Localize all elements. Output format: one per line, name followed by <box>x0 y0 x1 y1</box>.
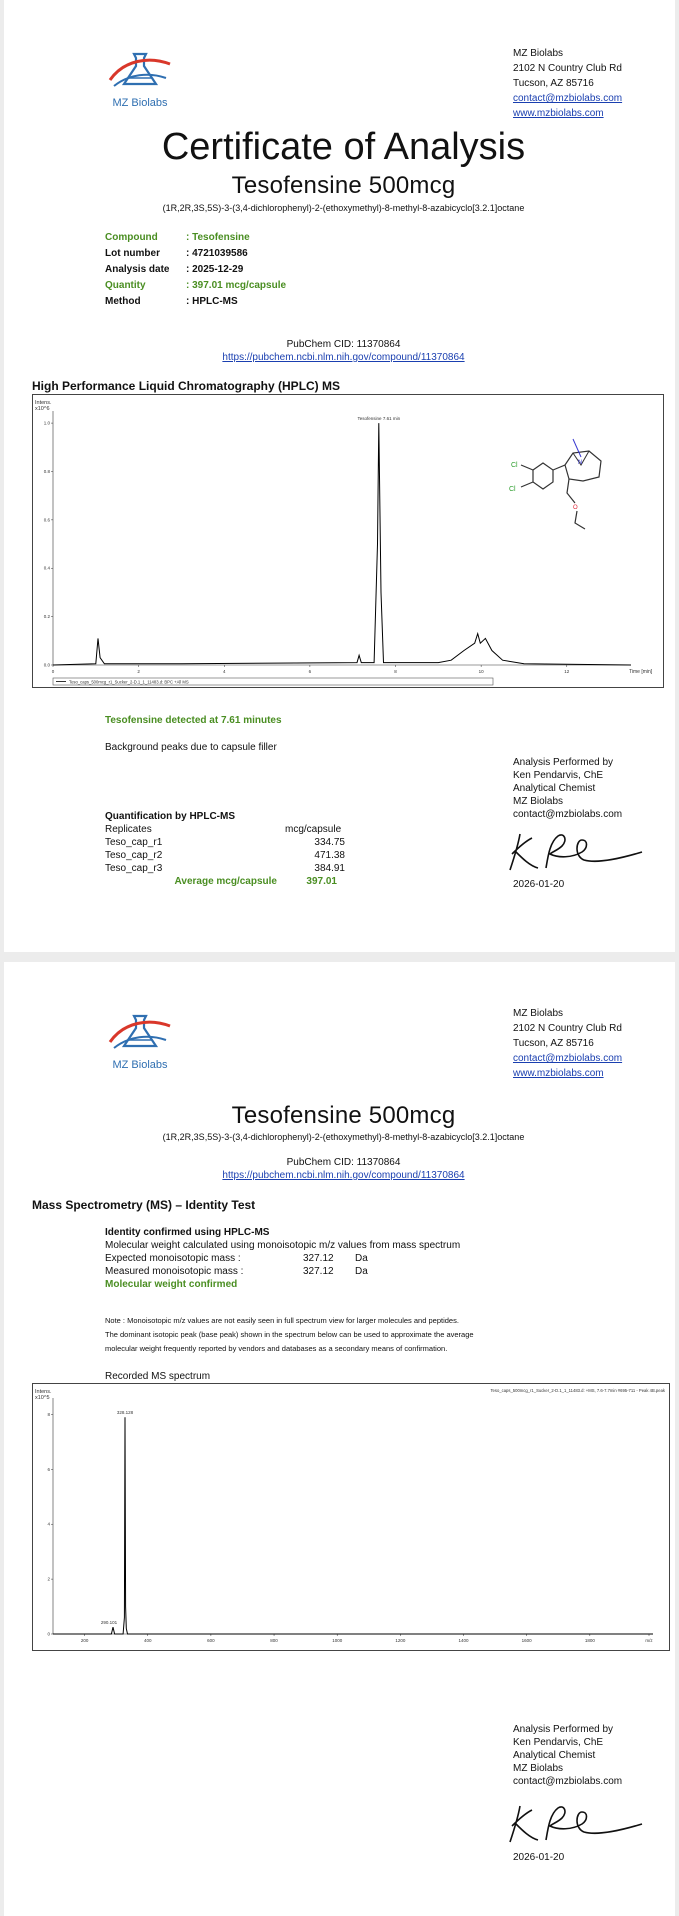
analyst-org: MZ Biolabs <box>513 796 564 807</box>
expected-mass-row: Expected monoisotopic mass : 327.12 Da <box>105 1253 368 1264</box>
note-line-2: The dominant isotopic peak (base peak) shown in the spectrum below can be used to approximate the average <box>105 1330 474 1339</box>
logo-text: MZ Biolabs <box>112 97 168 109</box>
ms-spectrum <box>33 1384 669 1650</box>
analyst-title: Analytical Chemist <box>513 1750 596 1761</box>
flask-logo-icon <box>104 1012 176 1052</box>
hplc-y-tick-label: 0.0 <box>43 662 50 668</box>
note-line-1: Note : Monoisotopic m/z values are not easily seen in full spectrum view for larger molecules and peptides. <box>105 1316 459 1325</box>
hplc-y-tick-label: 1.0 <box>43 420 50 426</box>
signature-date: 2026-01-20 <box>513 1852 565 1863</box>
certificate-page-1 <box>4 0 675 952</box>
prop-method: Method : HPLC-MS <box>105 296 238 307</box>
prop-lot-number: Lot number : 4721039586 <box>105 248 248 259</box>
product-name: Tesofensine 500mcg <box>231 1102 456 1129</box>
flask-logo-icon <box>104 50 176 90</box>
hplc-chart-frame <box>32 394 664 688</box>
hplc-y-tick-label: 0.6 <box>43 517 50 523</box>
pubchem-cid: PubChem CID: 11370864 <box>286 339 401 350</box>
ms-x-tick-label: 1800 <box>584 1638 595 1643</box>
ms-y-tick-label: 4 <box>47 1521 50 1527</box>
pubchem-link[interactable]: https://pubchem.ncbi.nlm.nih.gov/compound/11370864 <box>222 1170 465 1181</box>
hplc-x-tick-label: 10 <box>478 669 484 674</box>
quant-title: Quantification by HPLC-MS <box>105 811 235 822</box>
hplc-y-tick-label: 0.2 <box>43 614 50 620</box>
hplc-x-tick-label: 2 <box>137 669 140 674</box>
address-line-1: 2102 N Country Club Rd <box>513 63 622 74</box>
svg-text:O: O <box>573 505 578 511</box>
analyst-block <box>513 1723 622 1788</box>
table-row: Teso_cap_r3 384.91 <box>105 863 345 874</box>
hplc-x-tick-label: 6 <box>308 669 312 674</box>
analyst-line-1: Analysis Performed by <box>513 757 614 768</box>
ms-y-axis-unit: x10^5 <box>35 1395 50 1401</box>
product-name: Tesofensine 500mcg <box>231 172 456 199</box>
ms-x-tick-label: 400 <box>143 1638 152 1643</box>
background-note: Background peaks due to capsule filler <box>105 742 277 753</box>
ms-trace <box>53 1417 653 1634</box>
ms-y-tick-label: 6 <box>47 1466 50 1472</box>
ms-y-tick-label: 0 <box>47 1631 50 1637</box>
ms-x-tick-label: 200 <box>80 1638 89 1643</box>
lab-address <box>513 1006 622 1081</box>
logo-text: MZ Biolabs <box>112 1059 168 1071</box>
pubchem-cid: PubChem CID: 11370864 <box>286 1157 401 1168</box>
molecule-structure-icon <box>509 439 601 529</box>
website-link[interactable]: www.mzbiolabs.com <box>513 1068 604 1079</box>
hplc-chromatogram <box>33 395 663 687</box>
ms-x-tick-label: 1600 <box>521 1638 532 1643</box>
ms-y-tick-label: 2 <box>47 1576 50 1582</box>
spectrum-label: Recorded MS spectrum <box>105 1371 211 1382</box>
mass-note <box>105 1314 585 1356</box>
detected-text: Tesofensine detected at 7.61 minutes <box>105 715 282 726</box>
hplc-legend-text: Teso_caps_500mcg_r1_Sucker_2-D.1_1_11483.d: BPC +All MS <box>69 679 189 685</box>
lab-name: MZ Biolabs <box>513 1008 564 1019</box>
ms-x-tick-label: 600 <box>207 1638 215 1643</box>
hplc-y-tick-label: 0.8 <box>43 468 50 474</box>
svg-text:Cl: Cl <box>509 486 516 493</box>
quantification-table <box>105 810 345 888</box>
hplc-trace <box>53 423 631 665</box>
pubchem-block <box>4 338 679 364</box>
prop-analysis-date: Analysis date : 2025-12-29 <box>105 264 244 275</box>
hplc-y-axis-unit: x10^6 <box>35 406 50 412</box>
hplc-x-tick-label: 4 <box>223 669 226 674</box>
measured-mass-row: Measured monoisotopic mass : 327.12 Da <box>105 1266 368 1277</box>
note-line-3: molecular weight frequently reported by vendors and databases as a secondary means of confirmation. <box>105 1344 448 1353</box>
identity-desc: Molecular weight calculated using monoisotopic m/z values from mass spectrum <box>105 1240 461 1251</box>
lab-logo <box>104 1012 176 1071</box>
hplc-heading: High Performance Liquid Chromatography (HPLC) MS <box>32 379 341 393</box>
iupac-name: (1R,2R,3S,5S)-3-(3,4-dichlorophenyl)-2-(ethoxymethyl)-8-methyl-8-azabicyclo[3.2.1]octane <box>162 203 525 213</box>
ms-y-axis-label: Intens. <box>35 1389 52 1395</box>
ms-legend-text: Teso_caps_500mcg_r1_Sucker_2-D.1_1_11483.d: +MS, 7.6-7.7min #695-711 - Peak 4B.peak <box>490 1388 665 1393</box>
signature-date: 2026-01-20 <box>513 879 565 890</box>
properties-table <box>105 230 286 310</box>
lab-address <box>513 46 622 121</box>
ms-heading: Mass Spectrometry (MS) – Identity Test <box>32 1198 256 1212</box>
email-link[interactable]: contact@mzbiolabs.com <box>513 93 623 104</box>
ms-x-tick-label: 800 <box>270 1638 278 1643</box>
hplc-x-tick-label: 0 <box>51 669 55 674</box>
ms-chart-frame <box>32 1383 670 1651</box>
ms-x-tick-label: 1000 <box>332 1638 343 1643</box>
ms-y-tick-label: 8 <box>47 1411 50 1417</box>
hplc-x-tick-label: 8 <box>394 669 397 674</box>
confirmed-text: Molecular weight confirmed <box>105 1279 238 1290</box>
lab-name: MZ Biolabs <box>513 48 564 59</box>
signature-icon <box>502 828 652 876</box>
prop-quantity: Quantity : 397.01 mcg/capsule <box>105 280 287 291</box>
analyst-name: Ken Pendarvis, ChE <box>513 1737 604 1748</box>
analyst-title: Analytical Chemist <box>513 783 596 794</box>
analyst-block <box>513 756 622 821</box>
pubchem-link[interactable]: https://pubchem.ncbi.nlm.nih.gov/compound/11370864 <box>222 352 465 363</box>
identity-title: Identity confirmed using HPLC-MS <box>105 1227 270 1238</box>
prop-compound: Compound : Tesofensine <box>105 232 250 243</box>
ms-x-tick-label: m/z <box>645 1638 653 1643</box>
analyst-line-1: Analysis Performed by <box>513 1724 614 1735</box>
ms-x-tick-label: 1400 <box>458 1638 469 1643</box>
address-line-2: Tucson, AZ 85716 <box>513 78 594 89</box>
analyst-name: Ken Pendarvis, ChE <box>513 770 604 781</box>
hplc-peak-label: Tesofensine 7.61 min <box>357 416 401 422</box>
table-row: Teso_cap_r2 471.38 <box>105 850 345 861</box>
website-link[interactable]: www.mzbiolabs.com <box>513 108 604 119</box>
page-title: Certificate of Analysis <box>161 126 526 168</box>
quant-header: Replicates mcg/capsule <box>105 824 342 835</box>
analyst-org: MZ Biolabs <box>513 1763 564 1774</box>
ms-minor-peak-label: 290.101 <box>100 1620 118 1626</box>
identity-block <box>105 1226 460 1291</box>
hplc-x-axis-label: Time [min] <box>629 669 653 675</box>
analyst-email: contact@mzbiolabs.com <box>513 1776 623 1787</box>
signature-icon <box>502 1800 652 1848</box>
svg-text:Cl: Cl <box>511 462 518 469</box>
address-line-2: Tucson, AZ 85716 <box>513 1038 594 1049</box>
email-link[interactable]: contact@mzbiolabs.com <box>513 1053 623 1064</box>
svg-text:N: N <box>578 460 583 466</box>
ms-peak-label: 328.128 <box>116 1410 134 1416</box>
address-line-1: 2102 N Country Club Rd <box>513 1023 622 1034</box>
pubchem-block <box>4 1156 679 1182</box>
analyst-email: contact@mzbiolabs.com <box>513 809 623 820</box>
certificate-page-2 <box>4 962 675 1916</box>
hplc-x-tick-label: 12 <box>564 669 570 674</box>
ms-x-tick-label: 1200 <box>395 1638 406 1643</box>
quant-average-row: Average mcg/capsule 397.01 <box>174 876 337 887</box>
lab-logo <box>104 50 176 109</box>
hplc-y-axis-label: Intens. <box>35 400 52 406</box>
hplc-y-tick-label: 0.4 <box>43 565 50 571</box>
iupac-name: (1R,2R,3S,5S)-3-(3,4-dichlorophenyl)-2-(ethoxymethyl)-8-methyl-8-azabicyclo[3.2.1]octane <box>162 1132 525 1142</box>
table-row: Teso_cap_r1 334.75 <box>105 837 345 848</box>
